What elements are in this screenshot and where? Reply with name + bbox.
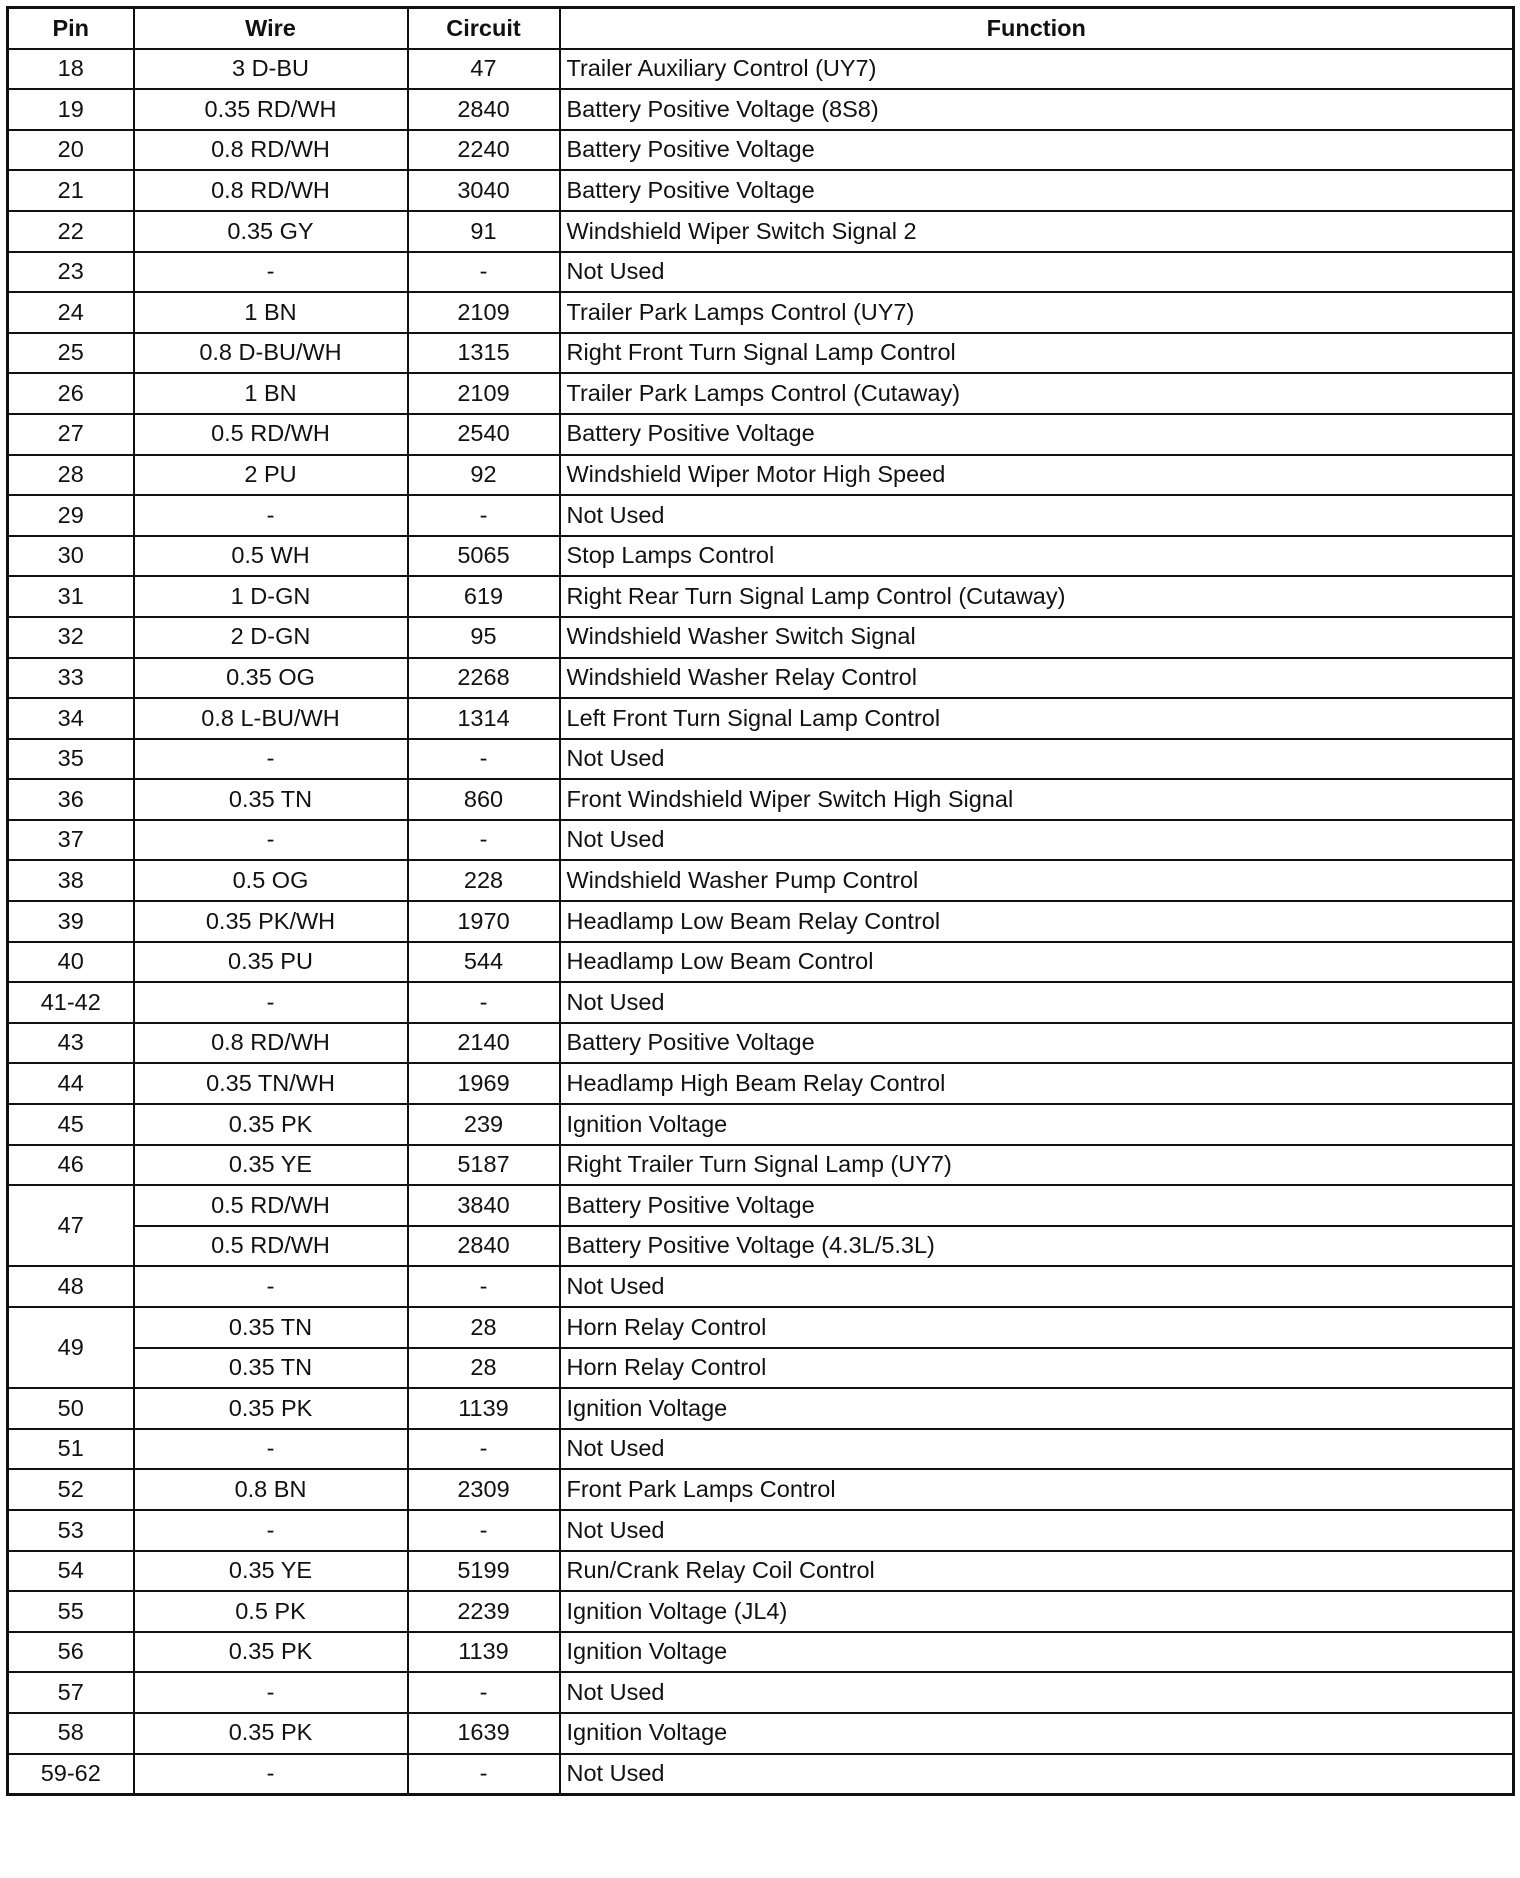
circuit-cell: 5065 — [408, 536, 560, 577]
function-cell: Right Front Turn Signal Lamp Control — [560, 333, 1514, 374]
circuit-cell: 5199 — [408, 1551, 560, 1592]
circuit-cell: 91 — [408, 211, 560, 252]
function-cell: Headlamp High Beam Relay Control — [560, 1063, 1514, 1104]
circuit-cell: 544 — [408, 942, 560, 983]
wire-cell: 0.8 RD/WH — [134, 170, 408, 211]
pin-cell: 24 — [8, 292, 134, 333]
table-row — [8, 373, 1514, 414]
header-pin: Pin — [8, 8, 134, 49]
table-row — [8, 495, 1514, 536]
pin-cell: 18 — [8, 49, 134, 90]
circuit-cell: 2540 — [408, 414, 560, 455]
wire-cell: - — [134, 739, 408, 780]
function-cell: Right Rear Turn Signal Lamp Control (Cutaway) — [560, 576, 1514, 617]
wire-cell: 0.35 YE — [134, 1551, 408, 1592]
table-row — [8, 1469, 1514, 1510]
circuit-cell: 5187 — [408, 1145, 560, 1186]
circuit-cell: 28 — [408, 1307, 560, 1348]
table-row — [8, 252, 1514, 293]
function-cell: Ignition Voltage — [560, 1713, 1514, 1754]
function-cell: Left Front Turn Signal Lamp Control — [560, 698, 1514, 739]
circuit-cell: 2239 — [408, 1591, 560, 1632]
pin-cell: 37 — [8, 820, 134, 861]
wire-cell: 0.35 YE — [134, 1145, 408, 1186]
table-row — [8, 49, 1514, 90]
table-row — [8, 1348, 1514, 1389]
pin-cell: 53 — [8, 1510, 134, 1551]
table-row — [8, 1145, 1514, 1186]
header-wire: Wire — [134, 8, 408, 49]
table-row — [8, 130, 1514, 171]
table-row — [8, 536, 1514, 577]
function-cell: Battery Positive Voltage — [560, 414, 1514, 455]
circuit-cell: 2240 — [408, 130, 560, 171]
function-cell: Battery Positive Voltage — [560, 1185, 1514, 1226]
table-row — [8, 942, 1514, 983]
connector-pinout-table — [6, 6, 1515, 1796]
wire-cell: - — [134, 1754, 408, 1795]
wire-cell: 0.8 L-BU/WH — [134, 698, 408, 739]
function-cell: Not Used — [560, 252, 1514, 293]
pin-cell: 56 — [8, 1632, 134, 1673]
function-cell: Battery Positive Voltage — [560, 170, 1514, 211]
wire-cell: 1 BN — [134, 292, 408, 333]
pin-cell: 51 — [8, 1429, 134, 1470]
function-cell: Windshield Washer Relay Control — [560, 658, 1514, 699]
circuit-cell: 1139 — [408, 1388, 560, 1429]
wire-cell: - — [134, 1266, 408, 1307]
function-cell: Not Used — [560, 1510, 1514, 1551]
function-cell: Trailer Park Lamps Control (Cutaway) — [560, 373, 1514, 414]
circuit-cell: 2109 — [408, 373, 560, 414]
table-body — [8, 49, 1514, 1795]
table-row — [8, 1307, 1514, 1348]
table-row — [8, 1632, 1514, 1673]
wire-cell: 0.8 D-BU/WH — [134, 333, 408, 374]
pin-cell: 21 — [8, 170, 134, 211]
table-row — [8, 1388, 1514, 1429]
table-row — [8, 820, 1514, 861]
function-cell: Front Windshield Wiper Switch High Signal — [560, 779, 1514, 820]
wire-cell: 0.35 PK — [134, 1632, 408, 1673]
circuit-cell: 28 — [408, 1348, 560, 1389]
wire-cell: 0.5 RD/WH — [134, 414, 408, 455]
function-cell: Battery Positive Voltage — [560, 1023, 1514, 1064]
pin-cell: 55 — [8, 1591, 134, 1632]
function-cell: Trailer Auxiliary Control (UY7) — [560, 49, 1514, 90]
pin-cell: 50 — [8, 1388, 134, 1429]
table-row — [8, 292, 1514, 333]
table-row — [8, 1591, 1514, 1632]
pin-cell: 48 — [8, 1266, 134, 1307]
pin-cell: 28 — [8, 455, 134, 496]
table-row — [8, 739, 1514, 780]
function-cell: Trailer Park Lamps Control (UY7) — [560, 292, 1514, 333]
table-row — [8, 1429, 1514, 1470]
pin-cell: 27 — [8, 414, 134, 455]
pin-cell: 26 — [8, 373, 134, 414]
pin-cell: 47 — [8, 1185, 134, 1266]
circuit-cell: 47 — [408, 49, 560, 90]
circuit-cell: 239 — [408, 1104, 560, 1145]
circuit-cell: - — [408, 252, 560, 293]
circuit-cell: - — [408, 982, 560, 1023]
table-row — [8, 333, 1514, 374]
wire-cell: 0.35 RD/WH — [134, 89, 408, 130]
circuit-cell: 3840 — [408, 1185, 560, 1226]
circuit-cell: 2268 — [408, 658, 560, 699]
wire-cell: 0.5 RD/WH — [134, 1226, 408, 1267]
pin-cell: 44 — [8, 1063, 134, 1104]
wire-cell: - — [134, 982, 408, 1023]
pin-cell: 23 — [8, 252, 134, 293]
circuit-cell: 2309 — [408, 1469, 560, 1510]
function-cell: Horn Relay Control — [560, 1307, 1514, 1348]
pin-cell: 38 — [8, 860, 134, 901]
function-cell: Windshield Washer Pump Control — [560, 860, 1514, 901]
circuit-cell: 1639 — [408, 1713, 560, 1754]
pin-cell: 52 — [8, 1469, 134, 1510]
function-cell: Not Used — [560, 1754, 1514, 1795]
wire-cell: 2 D-GN — [134, 617, 408, 658]
circuit-cell: - — [408, 495, 560, 536]
function-cell: Right Trailer Turn Signal Lamp (UY7) — [560, 1145, 1514, 1186]
wire-cell: 0.35 TN/WH — [134, 1063, 408, 1104]
pin-cell: 49 — [8, 1307, 134, 1388]
function-cell: Not Used — [560, 1672, 1514, 1713]
wire-cell: 0.5 RD/WH — [134, 1185, 408, 1226]
pin-cell: 43 — [8, 1023, 134, 1064]
circuit-cell: - — [408, 1429, 560, 1470]
function-cell: Battery Positive Voltage (8S8) — [560, 89, 1514, 130]
wire-cell: - — [134, 252, 408, 293]
circuit-cell: 1314 — [408, 698, 560, 739]
function-cell: Windshield Washer Switch Signal — [560, 617, 1514, 658]
header-function: Function — [560, 8, 1514, 49]
circuit-cell: 2840 — [408, 1226, 560, 1267]
pin-cell: 33 — [8, 658, 134, 699]
wire-cell: 0.8 RD/WH — [134, 1023, 408, 1064]
table-row — [8, 1266, 1514, 1307]
pin-cell: 57 — [8, 1672, 134, 1713]
wire-cell: 0.8 RD/WH — [134, 130, 408, 171]
function-cell: Ignition Voltage — [560, 1388, 1514, 1429]
pin-cell: 22 — [8, 211, 134, 252]
pin-cell: 31 — [8, 576, 134, 617]
circuit-cell: 1139 — [408, 1632, 560, 1673]
table-row — [8, 1551, 1514, 1592]
pin-cell: 30 — [8, 536, 134, 577]
function-cell: Not Used — [560, 982, 1514, 1023]
header-row — [8, 8, 1514, 49]
function-cell: Battery Positive Voltage (4.3L/5.3L) — [560, 1226, 1514, 1267]
table-row — [8, 89, 1514, 130]
wire-cell: 1 BN — [134, 373, 408, 414]
circuit-cell: - — [408, 1266, 560, 1307]
function-cell: Battery Positive Voltage — [560, 130, 1514, 171]
circuit-cell: 619 — [408, 576, 560, 617]
table-row — [8, 1023, 1514, 1064]
table-row — [8, 170, 1514, 211]
table-row — [8, 982, 1514, 1023]
wire-cell: 0.35 TN — [134, 1348, 408, 1389]
function-cell: Headlamp Low Beam Relay Control — [560, 901, 1514, 942]
circuit-cell: - — [408, 820, 560, 861]
circuit-cell: 3040 — [408, 170, 560, 211]
table-row — [8, 1754, 1514, 1795]
pin-cell: 54 — [8, 1551, 134, 1592]
function-cell: Windshield Wiper Motor High Speed — [560, 455, 1514, 496]
function-cell: Windshield Wiper Switch Signal 2 — [560, 211, 1514, 252]
wire-cell: 0.35 PU — [134, 942, 408, 983]
function-cell: Not Used — [560, 1429, 1514, 1470]
pin-cell: 29 — [8, 495, 134, 536]
pin-cell: 20 — [8, 130, 134, 171]
circuit-cell: - — [408, 1672, 560, 1713]
circuit-cell: 92 — [408, 455, 560, 496]
function-cell: Ignition Voltage — [560, 1104, 1514, 1145]
pin-cell: 58 — [8, 1713, 134, 1754]
function-cell: Not Used — [560, 495, 1514, 536]
table-row — [8, 1672, 1514, 1713]
wire-cell: 0.35 TN — [134, 1307, 408, 1348]
function-cell: Ignition Voltage — [560, 1632, 1514, 1673]
table-row — [8, 698, 1514, 739]
pin-cell: 59-62 — [8, 1754, 134, 1795]
function-cell: Headlamp Low Beam Control — [560, 942, 1514, 983]
table-row — [8, 455, 1514, 496]
circuit-cell: 2140 — [408, 1023, 560, 1064]
wire-cell: 0.35 PK — [134, 1104, 408, 1145]
wire-cell: - — [134, 1429, 408, 1470]
circuit-cell: 1315 — [408, 333, 560, 374]
wire-cell: 0.5 WH — [134, 536, 408, 577]
circuit-cell: 1969 — [408, 1063, 560, 1104]
wire-cell: 0.35 OG — [134, 658, 408, 699]
wire-cell: 0.35 PK/WH — [134, 901, 408, 942]
table-row — [8, 617, 1514, 658]
table-row — [8, 1104, 1514, 1145]
pin-cell: 36 — [8, 779, 134, 820]
wire-cell: - — [134, 820, 408, 861]
table-row — [8, 779, 1514, 820]
wire-cell: 2 PU — [134, 455, 408, 496]
table-header — [8, 8, 1514, 49]
function-cell: Front Park Lamps Control — [560, 1469, 1514, 1510]
table-row — [8, 414, 1514, 455]
function-cell: Run/Crank Relay Coil Control — [560, 1551, 1514, 1592]
circuit-cell: - — [408, 1754, 560, 1795]
pin-cell: 25 — [8, 333, 134, 374]
table-row — [8, 1063, 1514, 1104]
table-row — [8, 901, 1514, 942]
pin-cell: 35 — [8, 739, 134, 780]
pin-cell: 39 — [8, 901, 134, 942]
table-row — [8, 576, 1514, 617]
pin-cell: 41-42 — [8, 982, 134, 1023]
wire-cell: 0.5 PK — [134, 1591, 408, 1632]
pin-cell: 32 — [8, 617, 134, 658]
table-row — [8, 1226, 1514, 1267]
wire-cell: 3 D-BU — [134, 49, 408, 90]
wire-cell: 0.35 PK — [134, 1713, 408, 1754]
wire-cell: 0.35 PK — [134, 1388, 408, 1429]
wire-cell: - — [134, 1510, 408, 1551]
wire-cell: 0.35 TN — [134, 779, 408, 820]
function-cell: Not Used — [560, 1266, 1514, 1307]
table-row — [8, 1713, 1514, 1754]
function-cell: Horn Relay Control — [560, 1348, 1514, 1389]
wire-cell: 0.8 BN — [134, 1469, 408, 1510]
function-cell: Not Used — [560, 739, 1514, 780]
table-row — [8, 1185, 1514, 1226]
pin-cell: 34 — [8, 698, 134, 739]
circuit-cell: 228 — [408, 860, 560, 901]
pin-cell: 46 — [8, 1145, 134, 1186]
function-cell: Ignition Voltage (JL4) — [560, 1591, 1514, 1632]
wire-cell: - — [134, 495, 408, 536]
wire-cell: 0.35 GY — [134, 211, 408, 252]
pin-cell: 19 — [8, 89, 134, 130]
table-row — [8, 860, 1514, 901]
table-row — [8, 211, 1514, 252]
circuit-cell: - — [408, 1510, 560, 1551]
wire-cell: 1 D-GN — [134, 576, 408, 617]
pin-cell: 45 — [8, 1104, 134, 1145]
function-cell: Stop Lamps Control — [560, 536, 1514, 577]
table-row — [8, 658, 1514, 699]
wire-cell: 0.5 OG — [134, 860, 408, 901]
circuit-cell: 1970 — [408, 901, 560, 942]
circuit-cell: - — [408, 739, 560, 780]
header-circuit: Circuit — [408, 8, 560, 49]
wire-cell: - — [134, 1672, 408, 1713]
function-cell: Not Used — [560, 820, 1514, 861]
pin-cell: 40 — [8, 942, 134, 983]
circuit-cell: 2840 — [408, 89, 560, 130]
circuit-cell: 95 — [408, 617, 560, 658]
table-row — [8, 1510, 1514, 1551]
circuit-cell: 2109 — [408, 292, 560, 333]
circuit-cell: 860 — [408, 779, 560, 820]
